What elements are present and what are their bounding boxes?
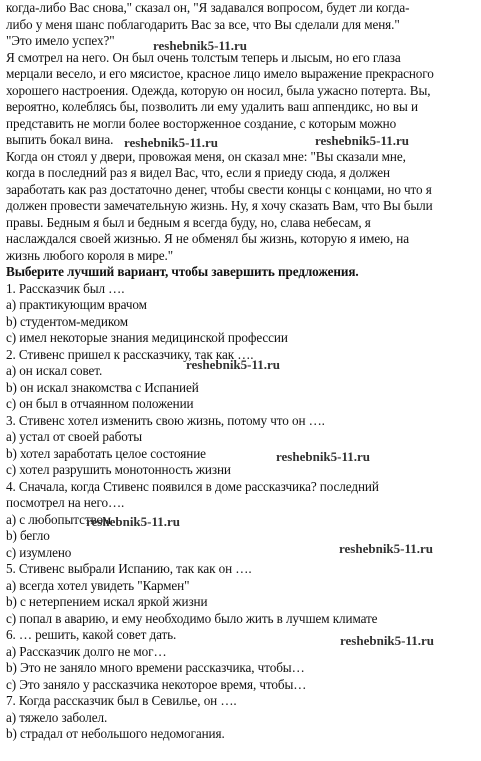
text-line: представить не могли более восторженное создание, с которым можно <box>6 115 397 131</box>
option-line: a) практикующим врачом <box>6 297 147 312</box>
text-line: когда в последний раз я видел Вас, что, если я приеду сюда, я должен <box>6 165 390 180</box>
text-line: когда-либо Вас снова," сказал он, "Я задавался вопросом, будет ли когда- <box>6 0 410 15</box>
option-line: b) Это не заняло много времени рассказчика, чтобы… <box>6 660 305 675</box>
watermark: reshebnik5-11.ru <box>86 514 181 529</box>
question-line: 2. Стивенс пришел к рассказчику, так как …. <box>6 346 254 362</box>
option-line: c) хотел разрушить монотонность жизни <box>6 462 231 477</box>
text-line: мерцали весело, и его мясистое, красное лицо имело выражение прекрасного <box>6 66 434 81</box>
watermark: reshebnik5-11.ru <box>153 38 248 53</box>
text-line: Когда он стоял у двери, провожая меня, он сказал мне: "Вы сказали мне, <box>6 148 406 164</box>
option-line: a) он искал совет. <box>6 363 103 378</box>
question-line: 6. … решить, какой совет дать. <box>6 627 177 642</box>
question-line: 3. Стивенс хотел изменить свою жизнь, потому что он …. <box>6 412 325 428</box>
watermark: reshebnik5-11.ru <box>340 633 435 648</box>
option-line: b) он искал знакомства с Испанией <box>6 379 199 395</box>
watermark: reshebnik5-11.ru <box>276 449 371 464</box>
text-line: либо у меня шанс поблагодарить Вас за все, что Вы сделали для меня." <box>6 16 400 32</box>
text-line: вероятно, колеблясь бы, позволить ли ему удалить ваш аппендикс, но вы и <box>6 99 418 114</box>
text-line: должен провести замечательную жизнь. Ну, я хочу сказать Вам, что Вы были <box>6 198 433 213</box>
text-line: "Это имело успех?" <box>6 33 115 48</box>
text-line: заработать как раз достаточно денег, чтобы свести концы с концами, но что я <box>6 181 432 197</box>
option-line: b) с нетерпением искал яркой жизни <box>6 594 208 609</box>
option-line: c) попал в аварию, и ему необходимо было жить в лучшем климате <box>6 610 378 626</box>
question-line: 7. Когда рассказчик был в Севилье, он …. <box>6 693 237 708</box>
watermark: reshebnik5-11.ru <box>186 357 281 372</box>
option-line: b) страдал от небольшого недомогания. <box>6 726 225 741</box>
question-line: 4. Сначала, когда Стивенс появился в доме рассказчика? последний <box>6 478 379 494</box>
option-line: c) имел некоторые знания медицинской профессии <box>6 330 288 345</box>
question-line: 5. Стивенс выбрали Испанию, так как он …. <box>6 561 252 576</box>
watermark: reshebnik5-11.ru <box>339 541 434 556</box>
task-heading: Выберите лучший вариант, чтобы завершить предложения. <box>6 264 359 279</box>
question-line: посмотрел на него…. <box>6 495 125 510</box>
option-line: b) бегло <box>6 528 50 543</box>
text-line: наслаждался своей жизнью. Я не обменял бы жизнь, которую я имею, на <box>6 231 409 246</box>
text-line: хорошего настроения. Одежда, которую он носил, была ужасно потерта. Вы, <box>6 82 431 98</box>
text-line: жизнь любого короля в мире." <box>6 247 173 263</box>
option-line: a) всегда хотел увидеть "Кармен" <box>6 577 190 593</box>
option-line: a) с любопытством <box>6 511 112 527</box>
text-line: Я смотрел на него. Он был очень толстым теперь и лысым, но его глаза <box>6 49 401 65</box>
option-line: c) изумлено <box>6 544 72 560</box>
text-line: правы. Бедным я был и бедным я всегда буду, но, слава небесам, я <box>6 214 371 230</box>
option-line: a) устал от своей работы <box>6 429 142 444</box>
option-line: c) он был в отчаянном положении <box>6 396 194 411</box>
option-line: a) Рассказчик долго не мог… <box>6 643 167 659</box>
watermark: reshebnik5-11.ru <box>315 133 410 148</box>
option-line: a) тяжело заболел. <box>6 709 108 725</box>
option-line: b) хотел заработать целое состояние <box>6 445 206 461</box>
option-line: c) Это заняло у рассказчика некоторое время, чтобы… <box>6 676 307 692</box>
option-line: b) студентом-медиком <box>6 313 128 329</box>
watermark: reshebnik5-11.ru <box>124 135 219 150</box>
text-line: выпить бокал вина. <box>6 132 114 147</box>
question-line: 1. Рассказчик был …. <box>6 280 125 296</box>
